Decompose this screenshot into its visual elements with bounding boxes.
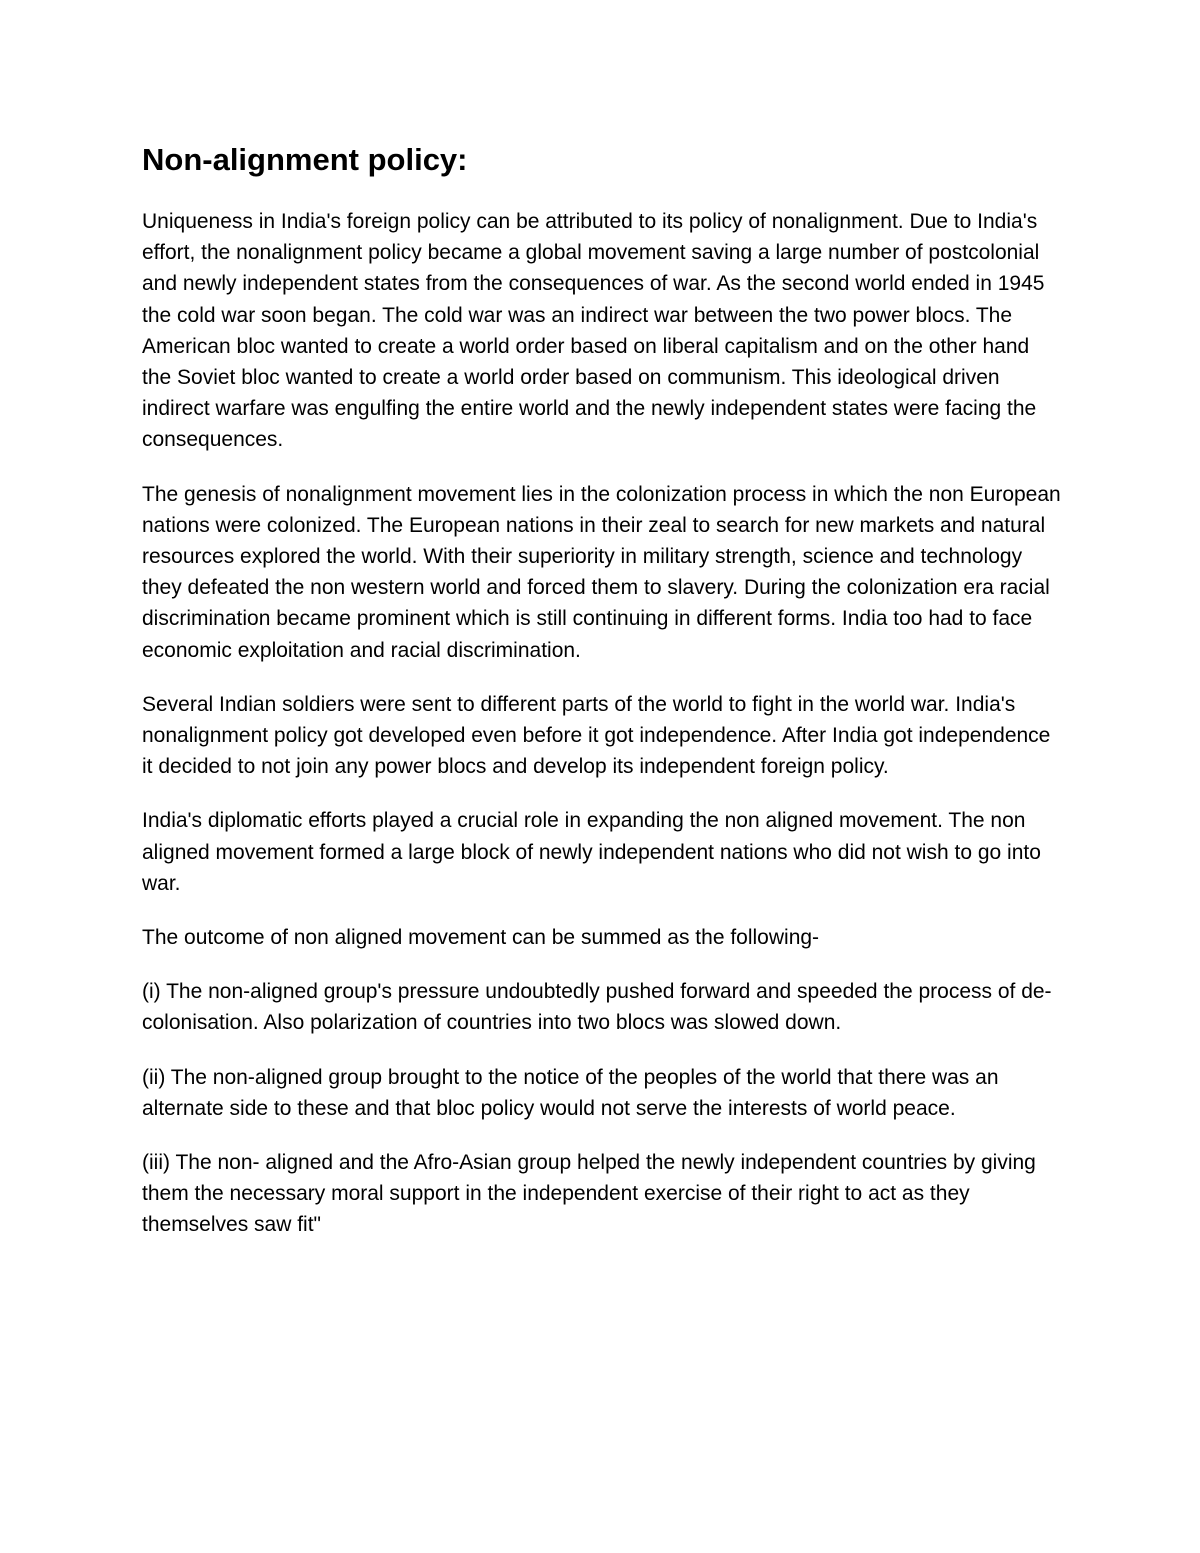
paragraph-outcome-iii: (iii) The non- aligned and the Afro-Asian group helped the newly independent countries by giving them the necessary moral support in the independent exercise of their right to act as they themselves saw fit" xyxy=(142,1151,1036,1237)
page-title: Non-alignment policy: xyxy=(142,142,468,177)
paragraph-outcome-ii: (ii) The non-aligned group brought to the notice of the peoples of the world that there was an alternate side to these and that bloc policy would not serve the interests of world peace. xyxy=(142,1065,999,1120)
paragraph-diplomatic-efforts: India's diplomatic efforts played a crucial role in expanding the non aligned movement. The non aligned movement formed a large block of newly independent nations who did not wish to go into war. xyxy=(142,809,1041,895)
paragraph-genesis: The genesis of nonalignment movement lies in the colonization process in which the non European nations were colonized. The European nations in their zeal to search for new markets and natural resources explored the world. With their superiority in military strength, science and technology they defeated the non western world and forced them to slavery. During the colonization era racial discrimination became prominent which is still continuing in different forms. India too had to face economic exploitation and racial discrimination. xyxy=(142,482,1061,662)
document-content xyxy=(142,140,1062,1264)
paragraph-intro: Uniqueness in India's foreign policy can be attributed to its policy of nonalignment. Due to India's effort, the nonalignment policy became a global movement saving a large number of postcolonial and newly independent states from the consequences of war. As the second world ended in 1945 the cold war soon began. The cold war was an indirect war between the two power blocs. The American bloc wanted to create a world order based on liberal capitalism and on the other hand the Soviet bloc wanted to create a world order based on communism. This ideological driven indirect warfare was engulfing the entire world and the newly independent states were facing the consequences. xyxy=(142,210,1045,452)
paragraph-soldiers: Several Indian soldiers were sent to different parts of the world to fight in the world war. India's nonalignment policy got developed even before it got independence. After India got independence it decided to not join any power blocs and develop its independent foreign policy. xyxy=(142,692,1051,779)
paragraph-outcome-intro: The outcome of non aligned movement can be summed as the following- xyxy=(142,926,820,950)
paragraph-outcome-i: (i) The non-aligned group's pressure undoubtedly pushed forward and speeded the process of de-colonisation. Also polarization of countries into two blocs was slowed down. xyxy=(142,980,1052,1035)
